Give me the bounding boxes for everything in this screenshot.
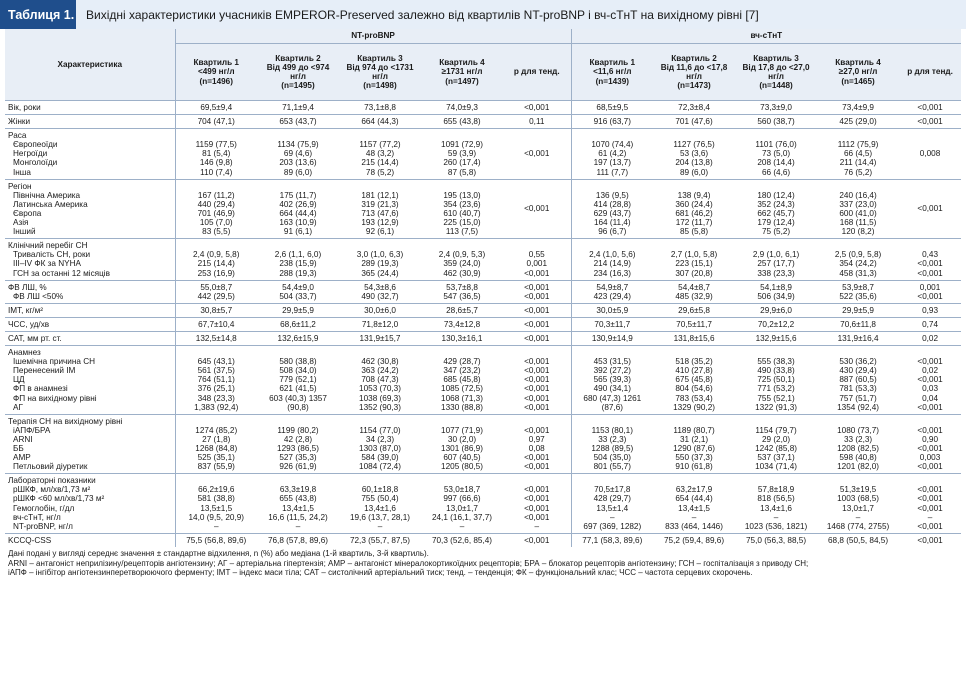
- cell-p-value: 0,93: [899, 303, 961, 317]
- cell-p-value: <0,001 <0,001 <0,001 – <0,001: [899, 474, 961, 534]
- cell-value: 76,8 (57,8, 89,6): [257, 533, 339, 547]
- cell-value: 130,9±14,9: [571, 331, 653, 345]
- cell-value: 71,1±9,4: [257, 101, 339, 115]
- cell-value: 2,4 (0,9, 5,3) 359 (24,0) 462 (30,9): [421, 239, 503, 280]
- cell-value: 77,1 (58,3, 89,6): [571, 533, 653, 547]
- table-row: [5, 239, 961, 280]
- cell-value: 63,2±17,9 654 (44,4) 13,4±1,5 – 833 (464, 1446): [653, 474, 735, 534]
- cell-value: 68,6±11,2: [257, 317, 339, 331]
- header-group-ntprobnp: NT-proBNP: [175, 29, 571, 44]
- row-label: [5, 280, 175, 303]
- cell-value: 70,3 (52,6, 85,4): [421, 533, 503, 547]
- row-label: [5, 101, 175, 115]
- cell-value: 453 (31,5) 392 (27,2) 565 (39,3) 490 (34,1) 680 (47,3) 1261 (87,6): [571, 346, 653, 415]
- cell-p-value: <0,001 0,97 0,08 <0,001 <0,001: [503, 414, 571, 474]
- row-label-main: Клінічний перебіг СН: [8, 241, 88, 251]
- row-label-main: KCCQ-CSS: [8, 535, 52, 545]
- row-label: [5, 115, 175, 129]
- cell-value: 30,8±5,7: [175, 303, 257, 317]
- row-label-main: САТ, мм рт. ст.: [8, 333, 62, 343]
- row-label-main: ЧСС, уд/хв: [8, 319, 50, 329]
- row-label-sub: Петльовий діуретик: [13, 462, 88, 472]
- table-row: [5, 303, 961, 317]
- cell-p-value: <0,001: [503, 317, 571, 331]
- cell-p-value: <0,001: [899, 101, 961, 115]
- cell-value: 1080 (73,7) 33 (2,3) 1208 (82,5) 598 (40,8) 1201 (82,0): [817, 414, 899, 474]
- cell-p-value: <0,001 <0,001 <0,001 <0,001 –: [503, 474, 571, 534]
- cell-value: 75,2 (59,4, 89,6): [653, 533, 735, 547]
- row-label-sub: ARNI: [13, 434, 33, 444]
- row-label-sub: вч-cTнT, нг/л: [13, 512, 61, 522]
- cell-value: 916 (63,7): [571, 115, 653, 129]
- row-label-sub: Європеоїди: [13, 140, 58, 150]
- cell-value: 53,0±18,7 997 (66,6) 13,0±1,7 24,1 (16,1, 37,7) –: [421, 474, 503, 534]
- header-quartile: Квартиль 3 Від 974 до <1731 нг/л (n=1498): [339, 44, 421, 101]
- cell-value: 1091 (72,9) 59 (3,9) 260 (17,4) 87 (5,8): [421, 129, 503, 179]
- cell-value: 2,9 (1,0, 6,1) 257 (17,7) 338 (23,3): [735, 239, 817, 280]
- row-label-sub: ГСН за останні 12 місяців: [13, 268, 110, 278]
- cell-value: 2,7 (1,0, 5,8) 223 (15,1) 307 (20,8): [653, 239, 735, 280]
- cell-value: 2,5 (0,9, 5,8) 354 (24,2) 458 (31,3): [817, 239, 899, 280]
- row-label: [5, 303, 175, 317]
- cell-value: 73,1±8,8: [339, 101, 421, 115]
- table-row: [5, 101, 961, 115]
- cell-value: 130,3±16,1: [421, 331, 503, 345]
- row-label-main: ІМТ, кг/м²: [8, 305, 43, 315]
- cell-p-value: <0,001: [503, 179, 571, 239]
- cell-value: 75,5 (56,8, 89,6): [175, 533, 257, 547]
- cell-p-value: 0,001 <0,001: [899, 280, 961, 303]
- row-label-sub: ББ: [13, 444, 24, 453]
- cell-p-value: 0,008: [899, 129, 961, 179]
- header-p-trend: р для тенд.: [503, 44, 571, 101]
- cell-p-value: <0,001: [503, 331, 571, 345]
- row-label-main: Жінки: [8, 117, 31, 127]
- cell-value: 2,4 (0,9, 5,8) 215 (14,4) 253 (16,9): [175, 239, 257, 280]
- cell-value: 70,5±11,7: [653, 317, 735, 331]
- cell-p-value: <0,001 <0,001 <0,001 <0,001 <0,001 <0,001: [503, 346, 571, 415]
- cell-value: 425 (29,0): [817, 115, 899, 129]
- cell-p-value: 0,43 <0,001 <0,001: [899, 239, 961, 280]
- row-label: [5, 317, 175, 331]
- cell-value: 53,7±8,8 547 (36,5): [421, 280, 503, 303]
- header-quartile: Квартиль 2 Від 499 до <974 нг/л (n=1495): [257, 44, 339, 101]
- table-row: [5, 129, 961, 179]
- cell-value: 138 (9,4) 360 (24,4) 681 (46,2) 172 (11,7) 85 (5,8): [653, 179, 735, 239]
- cell-value: 1127 (76,5) 53 (3,6) 204 (13,8) 89 (6,0): [653, 129, 735, 179]
- cell-value: 701 (47,6): [653, 115, 735, 129]
- cell-value: 131,9±15,7: [339, 331, 421, 345]
- row-label-sub: Латинська Америка: [13, 199, 88, 209]
- table-number: Таблиця 1.: [0, 0, 76, 29]
- row-label-sub: Гемоглобін, г/дл: [13, 503, 75, 513]
- cell-value: 73,3±9,0: [735, 101, 817, 115]
- cell-value: 68,5±9,5: [571, 101, 653, 115]
- cell-p-value: <0,001: [899, 533, 961, 547]
- cell-p-value: 0,74: [899, 317, 961, 331]
- row-label-main: Лабораторні показники: [8, 476, 96, 486]
- cell-p-value: <0,001 0,90 <0,001 0,003 <0,001: [899, 414, 961, 474]
- row-label-sub: Азія: [13, 218, 29, 228]
- cell-value: 30,0±5,9: [571, 303, 653, 317]
- cell-p-value: <0,001 0,02 <0,001 0,03 0,04 <0,001: [899, 346, 961, 415]
- row-label-main: Регіон: [8, 181, 32, 191]
- row-label-sub: NT-proBNP, нг/л: [13, 521, 73, 531]
- cell-value: 71,8±12,0: [339, 317, 421, 331]
- cell-p-value: <0,001: [503, 101, 571, 115]
- row-label-sub: Ішемічна причина СН: [13, 357, 96, 367]
- row-label-sub: АМР: [13, 453, 31, 463]
- row-label-sub: ФВ ЛШ <50%: [13, 291, 64, 301]
- cell-value: 132,5±14,8: [175, 331, 257, 345]
- cell-p-value: <0,001: [503, 533, 571, 547]
- row-label-sub: Тривалість СН, роки: [13, 250, 91, 260]
- cell-value: 131,8±15,6: [653, 331, 735, 345]
- cell-value: 67,7±10,4: [175, 317, 257, 331]
- row-label-sub: Європа: [13, 208, 42, 218]
- header-quartile: Квартиль 3 Від 17,8 до <27,0 нг/л (n=1448): [735, 44, 817, 101]
- row-label-sub: АГ: [13, 402, 23, 412]
- cell-value: 73,4±12,8: [421, 317, 503, 331]
- cell-value: 72,3±8,4: [653, 101, 735, 115]
- table-title: Вихідні характеристики учасників EMPEROR-Preserved залежно від квартилів NT-proBNP і вч-cTнT на вихідному рівні [7]: [76, 0, 966, 29]
- cell-value: 30,0±6,0: [339, 303, 421, 317]
- characteristics-table: [5, 29, 961, 547]
- cell-value: 1153 (80,1) 33 (2,3) 1288 (89,5) 504 (35,0) 801 (55,7): [571, 414, 653, 474]
- row-label: [5, 414, 175, 474]
- cell-p-value: 0,02: [899, 331, 961, 345]
- cell-value: 195 (13,0) 354 (23,6) 610 (40,7) 225 (15,0) 113 (7,5): [421, 179, 503, 239]
- row-label-sub: Інша: [13, 167, 31, 177]
- header-quartile: Квартиль 4 ≥1731 нг/л (n=1497): [421, 44, 503, 101]
- cell-value: 1112 (75,9) 66 (4,5) 211 (14,4) 76 (5,2): [817, 129, 899, 179]
- header-quartile: Квартиль 4 ≥27,0 нг/л (n=1465): [817, 44, 899, 101]
- row-label-sub: Перенесений ІМ: [13, 366, 76, 376]
- cell-value: 54,1±8,9 506 (34,9): [735, 280, 817, 303]
- cell-value: 664 (44,3): [339, 115, 421, 129]
- table-title-bar: [0, 0, 966, 29]
- row-label-main: Вік, роки: [8, 103, 41, 112]
- table-row: [5, 115, 961, 129]
- cell-p-value: <0,001 <0,001: [503, 280, 571, 303]
- row-label: [5, 179, 175, 239]
- cell-value: 66,2±19,6 581 (38,8) 13,5±1,5 14,0 (9,5, 20,9) –: [175, 474, 257, 534]
- cell-value: 132,9±15,6: [735, 331, 817, 345]
- cell-value: 1134 (75,9) 69 (4,6) 203 (13,6) 89 (6,0): [257, 129, 339, 179]
- row-label-main: Терапія СН на вихідному рівні: [8, 416, 123, 426]
- cell-value: 645 (43,1) 561 (37,5) 764 (51,1) 376 (25,1) 348 (23,3) 1,383 (92,4): [175, 346, 257, 415]
- cell-value: 54,3±8,6 490 (32,7): [339, 280, 421, 303]
- row-label: [5, 533, 175, 547]
- cell-value: 54,9±8,7 423 (29,4): [571, 280, 653, 303]
- cell-value: 53,9±8,7 522 (35,6): [817, 280, 899, 303]
- cell-p-value: 0,11: [503, 115, 571, 129]
- cell-value: 429 (28,7) 347 (23,2) 685 (45,8) 1085 (72,5) 1068 (71,3) 1330 (88,8): [421, 346, 503, 415]
- cell-value: 54,4±8,7 485 (32,9): [653, 280, 735, 303]
- cell-value: 70,2±12,2: [735, 317, 817, 331]
- header-characteristic: Характеристика: [5, 29, 175, 101]
- cell-value: 29,9±6,0: [735, 303, 817, 317]
- row-label-sub: іАПФ/БРА: [13, 425, 51, 435]
- cell-value: 560 (38,7): [735, 115, 817, 129]
- cell-p-value: <0,001: [503, 129, 571, 179]
- cell-value: 175 (11,7) 402 (26,9) 664 (44,4) 163 (10,9) 91 (6,1): [257, 179, 339, 239]
- row-label-sub: Монголоїди: [13, 158, 58, 168]
- cell-p-value: <0,001: [899, 179, 961, 239]
- row-label-main: ФВ ЛШ, %: [8, 282, 47, 292]
- cell-value: 54,4±9,0 504 (33,7): [257, 280, 339, 303]
- cell-value: 555 (38,3) 490 (33,8) 725 (50,1) 771 (53,2) 755 (52,1) 1322 (91,3): [735, 346, 817, 415]
- cell-value: 136 (9,5) 414 (28,8) 629 (43,7) 164 (11,4) 96 (6,7): [571, 179, 653, 239]
- header-quartile: Квартиль 1 <499 нг/л (n=1496): [175, 44, 257, 101]
- cell-value: 69,5±9,4: [175, 101, 257, 115]
- cell-value: 518 (35,2) 410 (27,8) 675 (45,8) 804 (54,6) 783 (53,4) 1329 (90,2): [653, 346, 735, 415]
- header-quartile: Квартиль 1 <11,6 нг/л (n=1439): [571, 44, 653, 101]
- cell-value: 72,3 (55,7, 87,5): [339, 533, 421, 547]
- cell-value: 1070 (74,4) 61 (4,2) 197 (13,7) 111 (7,7): [571, 129, 653, 179]
- cell-value: 462 (30,8) 363 (24,2) 708 (47,3) 1053 (70,3) 1038 (69,3) 1352 (90,3): [339, 346, 421, 415]
- footnote-line: ARNI – антагоніст неприлізину/рецепторів ангіотензину; АГ – артеріальна гіпертензія; АМР – антагоніст мінералокортикоїдних рецепторів; БРА – блокатор рецепторів ангіотензину; ГСН – госпіталізація з приводу СН;: [8, 558, 809, 568]
- cell-value: 74,0±9,3: [421, 101, 503, 115]
- table-row: [5, 414, 961, 474]
- row-label-sub: рШКФ, мл/хв/1,73 м²: [13, 485, 91, 495]
- footnote-line: Дані подані у вигляді середнє значення ± стандартне відхилення, n (%) або медіана (1-й квартиль, 3-й квартиль).: [8, 548, 429, 558]
- cell-value: 29,6±5,8: [653, 303, 735, 317]
- cell-value: 73,4±9,9: [817, 101, 899, 115]
- cell-value: 180 (12,4) 352 (24,3) 662 (45,7) 179 (12,4) 75 (5,2): [735, 179, 817, 239]
- cell-value: 1154 (77,0) 34 (2,3) 1303 (87,0) 584 (39,0) 1084 (72,4): [339, 414, 421, 474]
- row-label: [5, 331, 175, 345]
- row-label-sub: Інший: [13, 227, 36, 237]
- row-label-sub: Північна Америка: [13, 190, 81, 200]
- cell-value: 1077 (71,9) 30 (2,0) 1301 (86,9) 607 (40,5) 1205 (80,5): [421, 414, 503, 474]
- cell-value: 57,8±18,9 818 (56,5) 13,4±1,6 – 1023 (536, 1821): [735, 474, 817, 534]
- cell-value: 653 (43,7): [257, 115, 339, 129]
- footnote: [8, 549, 958, 578]
- header-p-trend: р для тенд.: [899, 44, 961, 101]
- row-label: [5, 239, 175, 280]
- table-row: [5, 317, 961, 331]
- cell-value: 181 (12,1) 319 (21,3) 713 (47,6) 193 (12,9) 92 (6,1): [339, 179, 421, 239]
- cell-value: 68,8 (50,5, 84,5): [817, 533, 899, 547]
- cell-value: 75,0 (56,3, 88,5): [735, 533, 817, 547]
- cell-value: 70,6±11,8: [817, 317, 899, 331]
- cell-p-value: <0,001: [899, 115, 961, 129]
- cell-value: 51,3±19,5 1003 (68,5) 13,0±1,7 – 1468 (774, 2755): [817, 474, 899, 534]
- row-label-sub: ФП на вихідному рівні: [13, 393, 97, 403]
- header-quartile: Квартиль 2 Від 11,6 до <17,8 нг/л (n=1473): [653, 44, 735, 101]
- table-row: [5, 179, 961, 239]
- row-label: [5, 474, 175, 534]
- cell-value: 1101 (76,0) 73 (5,0) 208 (14,4) 66 (4,6): [735, 129, 817, 179]
- cell-value: 70,5±17,8 428 (29,7) 13,5±1,4 – 697 (369, 1282): [571, 474, 653, 534]
- row-label-main: Раса: [8, 131, 27, 141]
- cell-value: 240 (16,4) 337 (23,0) 600 (41,0) 168 (11,5) 120 (8,2): [817, 179, 899, 239]
- cell-value: 2,4 (1,0, 5,6) 214 (14,9) 234 (16,3): [571, 239, 653, 280]
- cell-value: 1159 (77,5) 81 (5,4) 146 (9,8) 110 (7,4): [175, 129, 257, 179]
- cell-value: 60,1±18,8 755 (50,4) 13,4±1,6 19,6 (13,7, 28,1) –: [339, 474, 421, 534]
- table-row: [5, 474, 961, 534]
- cell-value: 29,9±5,9: [817, 303, 899, 317]
- cell-value: 28,6±5,7: [421, 303, 503, 317]
- cell-value: 580 (38,8) 508 (34,0) 779 (52,1) 621 (41,5) 603 (40,3) 1357 (90,8): [257, 346, 339, 415]
- cell-value: 63,3±19,8 655 (43,8) 13,4±1,5 16,6 (11,5, 24,2) –: [257, 474, 339, 534]
- cell-value: 1274 (85,2) 27 (1,8) 1268 (84,8) 525 (35,1) 837 (55,9): [175, 414, 257, 474]
- cell-value: 132,6±15,9: [257, 331, 339, 345]
- row-label-sub: рШКФ <60 мл/хв/1,73 м²: [13, 494, 105, 504]
- row-label-sub: ФП в анамнезі: [13, 384, 68, 394]
- row-label: [5, 129, 175, 179]
- table-row: [5, 346, 961, 415]
- table-row: [5, 280, 961, 303]
- table-row: [5, 331, 961, 345]
- cell-value: 29,9±5,9: [257, 303, 339, 317]
- cell-value: 1157 (77,2) 48 (3,2) 215 (14,4) 78 (5,2): [339, 129, 421, 179]
- row-label-sub: ЦД: [13, 375, 25, 385]
- cell-p-value: 0,55 0,001 <0,001: [503, 239, 571, 280]
- cell-value: 167 (11,2) 440 (29,4) 701 (46,9) 105 (7,0) 83 (5,5): [175, 179, 257, 239]
- footnote-line: іАПФ – інгібітор ангіотензинперетворюючого ферменту; ІМТ – індекс маси тіла; САТ – систолічний артеріальний тиск; тенд. – тенденція; ФК – функціональний клас; ЧСС – частота серцевих скорочень.: [8, 568, 753, 578]
- cell-value: 1199 (80,2) 42 (2,8) 1293 (86,5) 527 (35,3) 926 (61,9): [257, 414, 339, 474]
- cell-value: 55,0±8,7 442 (29,5): [175, 280, 257, 303]
- cell-value: 70,3±11,7: [571, 317, 653, 331]
- row-label-sub: Негроїди: [13, 149, 48, 159]
- cell-value: 1154 (79,7) 29 (2,0) 1242 (85,8) 537 (37,1) 1034 (71,4): [735, 414, 817, 474]
- row-label-sub: III–IV ФК за NYHA: [13, 259, 81, 269]
- cell-p-value: <0,001: [503, 303, 571, 317]
- header-group-hstnt: вч-cTнT: [571, 29, 961, 44]
- cell-value: 3,0 (1,0, 6,3) 289 (19,3) 365 (24,4): [339, 239, 421, 280]
- cell-value: 530 (36,2) 430 (29,4) 887 (60,5) 781 (53,3) 757 (51,7) 1354 (92,4): [817, 346, 899, 415]
- cell-value: 1189 (80,7) 31 (2,1) 1290 (87,6) 550 (37,3) 910 (61,8): [653, 414, 735, 474]
- row-label: [5, 346, 175, 415]
- cell-value: 131,9±16,4: [817, 331, 899, 345]
- table-row: [5, 533, 961, 547]
- row-label-main: Анамнез: [8, 348, 41, 358]
- cell-value: 2,6 (1,1, 6,0) 238 (15,9) 288 (19,3): [257, 239, 339, 280]
- cell-value: 704 (47,1): [175, 115, 257, 129]
- cell-value: 655 (43,8): [421, 115, 503, 129]
